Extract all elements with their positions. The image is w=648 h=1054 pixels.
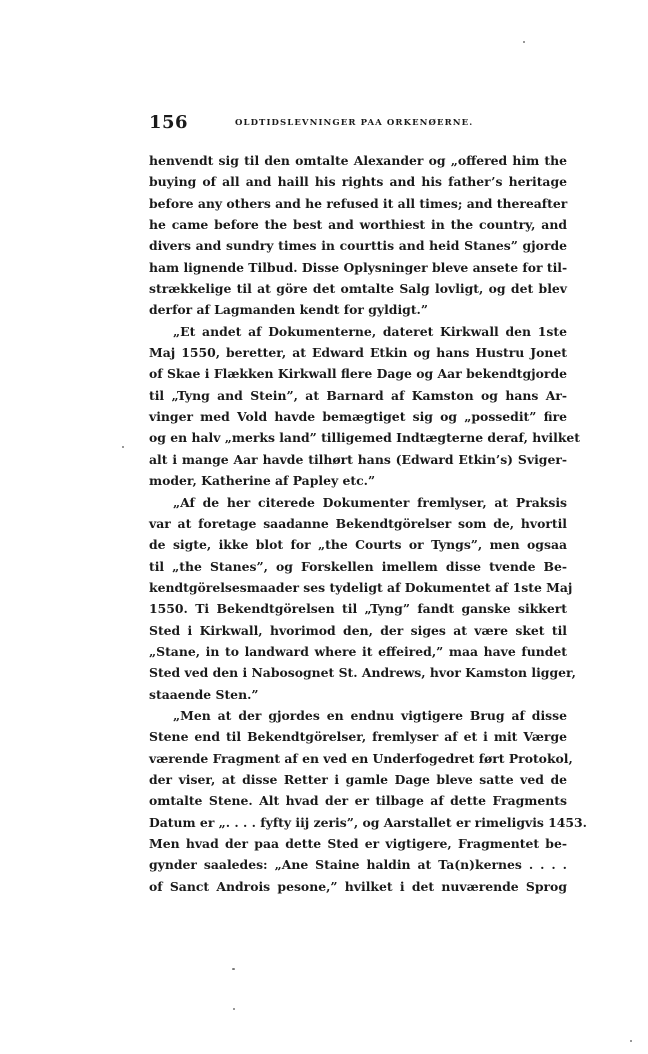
text-line: ham lignende Tilbud. Disse Oplysninger bleve ansete for til- bbox=[149, 259, 568, 275]
text-line: buying of all and haill his rights and his father’s heritage bbox=[149, 174, 567, 190]
text-line: Maj 1550, beretter, at Edward Etkin og hans Hustru Jonet bbox=[149, 345, 567, 361]
text-line: og en halv „merks land” tilligemed Indtægterne deraf, hvilket bbox=[149, 430, 581, 446]
page-header bbox=[149, 112, 567, 136]
scan-speck bbox=[122, 446, 124, 448]
page-number: 156 bbox=[149, 112, 189, 133]
text-line: „Men at der gjordes en endnu vigtigere Brug af disse bbox=[173, 707, 567, 723]
text-line: derfor af Lagmanden kendt for gyldigt.” bbox=[149, 302, 428, 318]
text-line: til „the Stanes”, og Forskellen imellem disse tvende Be- bbox=[149, 558, 567, 574]
text-line: of Skae i Flækken Kirkwall flere Dage og Aar bekendtgjorde bbox=[149, 366, 567, 382]
text-line: before any others and he refused it all times; and thereafter bbox=[149, 195, 568, 211]
text-line: Sted i Kirkwall, hvorimod den, der siges at være sket til bbox=[149, 622, 567, 638]
scan-speck bbox=[232, 968, 235, 970]
body-text bbox=[149, 150, 587, 897]
text-line: vinger med Vold havde bemægtiget sig og „possedit” fire bbox=[149, 409, 567, 425]
scan-speck bbox=[523, 41, 525, 43]
text-line: omtalte Stene. Alt hvad der er tilbage af dette Fragments bbox=[149, 793, 567, 809]
text-line: til „Tyng and Stein”, at Barnard af Kamston og hans Ar- bbox=[149, 387, 567, 403]
text-line: gynder saaledes: „Ane Staine haldin at Ta(n)kernes . . . . bbox=[149, 857, 567, 873]
scan-speck bbox=[233, 1008, 235, 1010]
text-line: Datum er „. . . . fyfty iij zeris”, og Aarstallet er rimeligvis 1453. bbox=[149, 814, 587, 830]
text-line: he came before the best and worthiest in the country, and bbox=[149, 217, 567, 233]
scan-speck bbox=[630, 1040, 632, 1042]
text-line: divers and sundry times in courttis and heid Stanes” gjorde bbox=[149, 238, 567, 254]
text-line: moder, Katherine af Papley etc.” bbox=[149, 473, 376, 489]
text-line: de sigte, ikke blot for „the Courts or Tyngs”, men ogsaa bbox=[149, 537, 567, 553]
text-line: strækkelige til at göre det omtalte Salg lovligt, og det blev bbox=[149, 281, 567, 297]
text-line: Men hvad der paa dette Sted er vigtigere, Fragmentet be- bbox=[149, 836, 567, 851]
text-line: kendtgörelsesmaader ses tydeligt af Dokumentet af 1ste Maj bbox=[149, 579, 573, 595]
text-line: 1550. Ti Bekendtgörelsen til „Tyng” fandt ganske sikkert bbox=[149, 601, 567, 617]
text-line: „Af de her citerede Dokumenter fremlyser, at Praksis bbox=[173, 494, 567, 510]
running-head: OLDTIDSLEVNINGER PAA ORKENØERNE. bbox=[235, 118, 474, 128]
text-line: var at foretage saadanne Bekendtgörelser som de, hvortil bbox=[149, 515, 567, 531]
text-line: henvendt sig til den omtalte Alexander og „offered him the bbox=[149, 153, 567, 168]
text-line: „Et andet af Dokumenterne, dateret Kirkwall den 1ste bbox=[173, 323, 567, 339]
text-line: Stene end til Bekendtgörelser, fremlyser af et i mit Værge bbox=[149, 729, 567, 745]
text-line: „Stane, in to landward where it effeired,” maa have fundet bbox=[149, 643, 567, 659]
text-line: værende Fragment af en ved en Underfogedret ført Protokol, bbox=[149, 750, 573, 766]
text-line: of Sanct Androis pesone,” hvilket i det nuværende Sprog bbox=[149, 878, 567, 894]
text-line: der viser, at disse Retter i gamle Dage bleve satte ved de bbox=[149, 771, 567, 787]
text-line: Sted ved den i Nabosognet St. Andrews, hvor Kamston ligger, bbox=[149, 665, 576, 681]
text-line: staaende Sten.” bbox=[149, 686, 259, 702]
text-line: alt i mange Aar havde tilhørt hans (Edward Etkin’s) Sviger- bbox=[149, 451, 567, 467]
